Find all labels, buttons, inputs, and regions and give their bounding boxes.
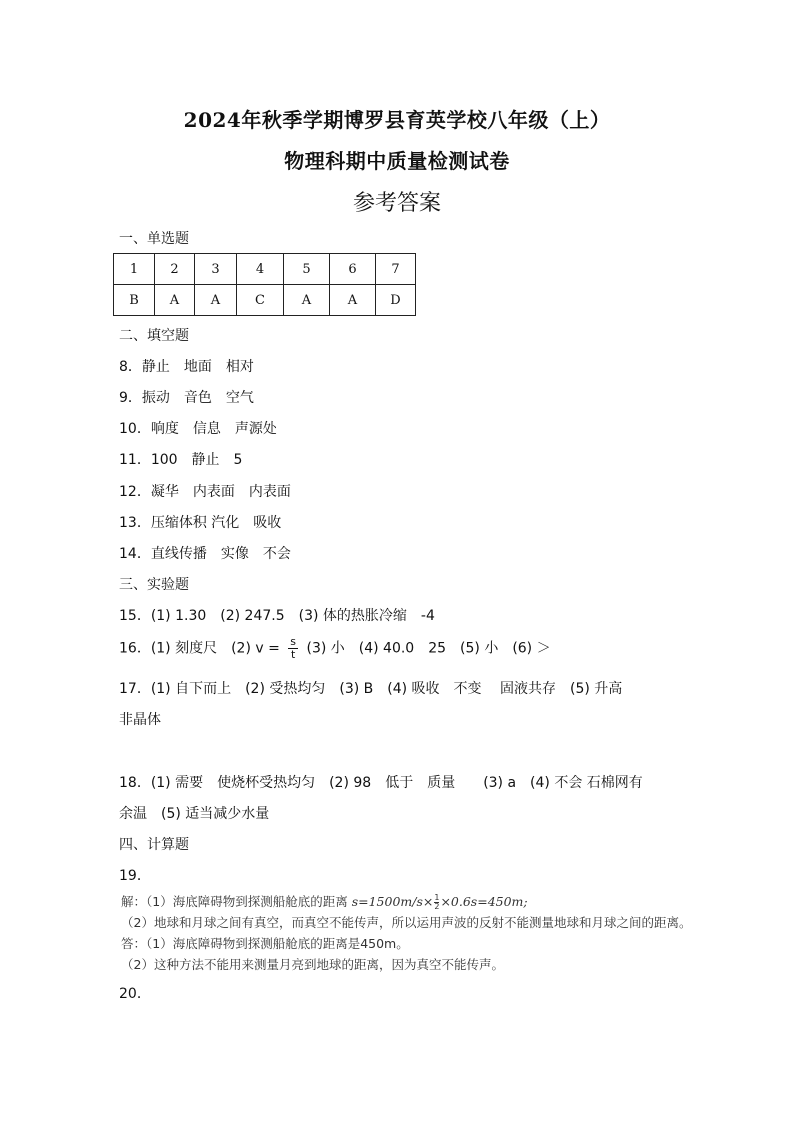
answer-q16-part-b: (3) 小 (4) 40.0 25 (5) 小 (6) ＞ [306,640,551,657]
multiple-choice-answer-table [113,253,416,316]
table-row-answers [114,285,416,316]
question-number-19: 19． [119,868,151,884]
table-cell: 4 [237,254,284,285]
table-row-question-numbers [114,254,416,285]
answer-q9: 9．振动 音色 空气 [119,390,254,406]
exam-title-line2: 物理科期中质量检测试卷 [284,149,510,173]
fraction-numerator: 1 [434,893,440,902]
answer-q11: 11．100 静止 5 [119,452,243,468]
answer-q18-line2: 余温 (5) 适当减少水量 [119,806,270,822]
table-cell: C [237,285,284,316]
solution-equation-a: s=1500m/s× [351,894,434,909]
answer-q12: 12．凝华 内表面 内表面 [119,484,291,500]
table-cell: 5 [284,254,330,285]
answer-q16-part-a: 16．(1) 刻度尺 (2) v = [119,640,280,657]
solution-prefix: 解：（1）海底障碍物到探测船舱底的距离 [121,894,348,909]
solution-line4: （2）这种方法不能用来测量月亮到地球的距离，因为真空不能传声。 [121,957,504,972]
answer-q14: 14．直线传播 实像 不会 [119,546,291,562]
section-heading-experiment: 三、实验题 [119,577,189,593]
answer-q15: 15．(1) 1.30 (2) 247.5 (3) 体的热胀冷缩 -4 [119,608,435,624]
table-cell: A [284,285,330,316]
answer-q18-line1: 18．(1) 需要 使烧杯受热均匀 (2) 98 低于 质量 (3) a (4) 不会 石棉网有 [119,775,643,791]
answer-q13: 13．压缩体积 汽化 吸收 [119,515,282,531]
table-cell: A [330,285,376,316]
table-cell: A [155,285,195,316]
fraction-denominator: 2 [434,902,440,911]
section-heading-calculation: 四、计算题 [119,837,189,853]
fraction-numerator: s [290,635,297,648]
table-cell: D [376,285,416,316]
solution-line3: 答：（1）海底障碍物到探测船舱底的距离是450m。 [121,936,409,951]
half-fraction [434,894,439,911]
table-cell: 1 [114,254,155,285]
velocity-fraction [288,636,298,661]
solution-line2: （2）地球和月球之间有真空，而真空不能传声，所以运用声波的反射不能测量地球和月球之间的距离。 [121,915,692,930]
answer-q16 [119,636,551,661]
answer-key-heading: 参考答案 [352,191,441,216]
section-heading-fill-in: 二、填空题 [119,328,189,344]
fraction-denominator: t [291,648,296,661]
solution-equation-b: ×0.6s=450m; [440,894,528,909]
solution-line1 [121,892,528,911]
table-cell: 3 [195,254,237,285]
answer-q17-line2: 非晶体 [119,712,161,728]
answer-q17-line1: 17．(1) 自下而上 (2) 受热均匀 (3) B (4) 吸收 不变 固液共存 (5) 升高 [119,681,623,697]
section-heading-single-choice: 一、单选题 [119,231,189,247]
table-cell: A [195,285,237,316]
answer-q10: 10．响度 信息 声源处 [119,421,277,437]
question-number-20: 20． [119,986,151,1002]
table-cell: 2 [155,254,195,285]
table-cell: 7 [376,254,416,285]
answer-q8: 8．静止 地面 相对 [119,359,254,375]
table-cell: 6 [330,254,376,285]
exam-title-line1: 2024年秋季学期博罗县育英学校八年级（上） [183,108,611,132]
table-cell: B [114,285,155,316]
